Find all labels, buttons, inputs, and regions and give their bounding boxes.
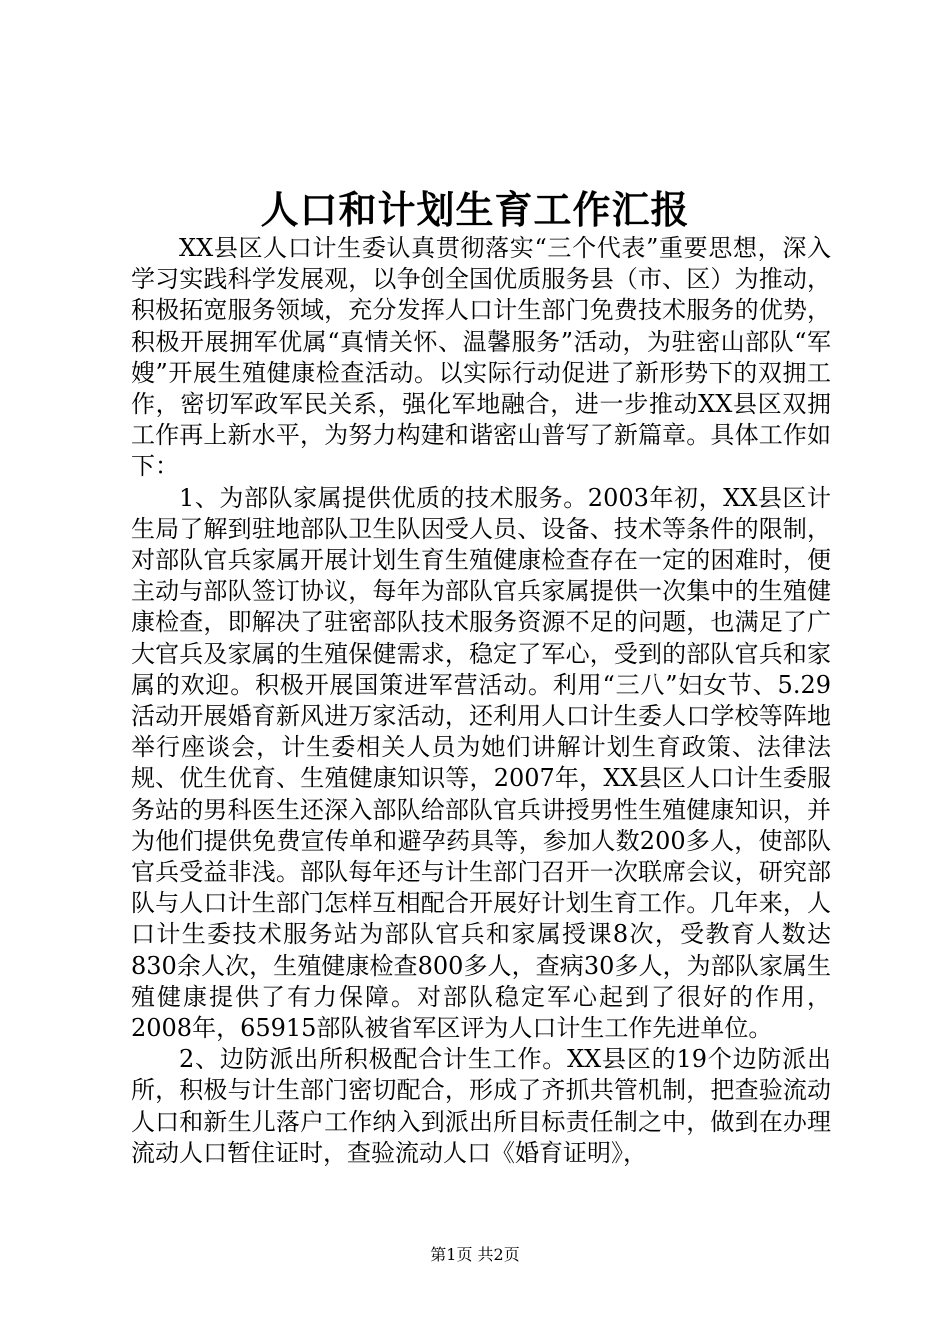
paragraph-section-2: 2、边防派出所积极配合计生工作。XX县区的19个边防派出所，积极与计生部门密切配合，形成了齐抓共管机制，把查验流动人口和新生儿落户工作纳入到派出所目标责任制之中，做到在办理流动人口暂住证时，查验流动人口《婚育证明》，	[131, 1045, 831, 1167]
paragraph-section-1: 1、为部队家属提供优质的技术服务。2003年初，XX县区计生局了解到驻地部队卫生队因受人员、设备、技术等条件的限制，对部队官兵家属开展计划生育生殖健康检查存在一定的困难时，便主动与部队签订协议，每年为部队官兵家属提供一次集中的生殖健康检查，即解决了驻密部队技术服务资源不足的问题，也满足了广大官兵及家属的生殖保健需求，稳定了军心，受到的部队官兵和家属的欢迎。积极开展国策进军营活动。利用“三八”妇女节、5.29活动开展婚育新风进万家活动，还利用人口计生委人口学校等阵地举行座谈会，计生委相关人员为她们讲解计划生育政策、法律法规、优生优育、生殖健康知识等，2007年，XX县区人口计生委服务站的男科医生还深入部队给部队官兵讲授男性生殖健康知识，并为他们提供免费宣传单和避孕药具等，参加人数200多人，使部队官兵受益非浅。部队每年还与计生部门召开一次联席会议，研究部队与人口计生部门怎样互相配合开展好计划生育工作。几年来，人口计生委技术服务站为部队官兵和家属授课8次，受教育人数达830余人次，生殖健康检查800多人，查病30多人，为部队家属生殖健康提供了有力保障。对部队稳定军心起到了很好的作用，2008年，65915部队被省军区评为人口计生工作先进单位。	[131, 483, 831, 1043]
document-body	[131, 233, 831, 1169]
document-title: 人口和计划生育工作汇报	[260, 187, 690, 232]
page-footer: 第1页 共2页	[430, 1245, 520, 1264]
paragraph-intro: XX县区人口计生委认真贯彻落实“三个代表”重要思想，深入学习实践科学发展观，以争创全国优质服务县（市、区）为推动，积极拓宽服务领域，充分发挥人口计生部门免费技术服务的优势，积极开展拥军优属“真情关怀、温馨服务”活动，为驻密山部队“军嫂”开展生殖健康检查活动。以实际行动促进了新形势下的双拥工作，密切军政军民关系，强化军地融合，进一步推动XX县区双拥工作再上新水平，为努力构建和谐密山普写了新篇章。具体工作如下：	[131, 234, 831, 481]
